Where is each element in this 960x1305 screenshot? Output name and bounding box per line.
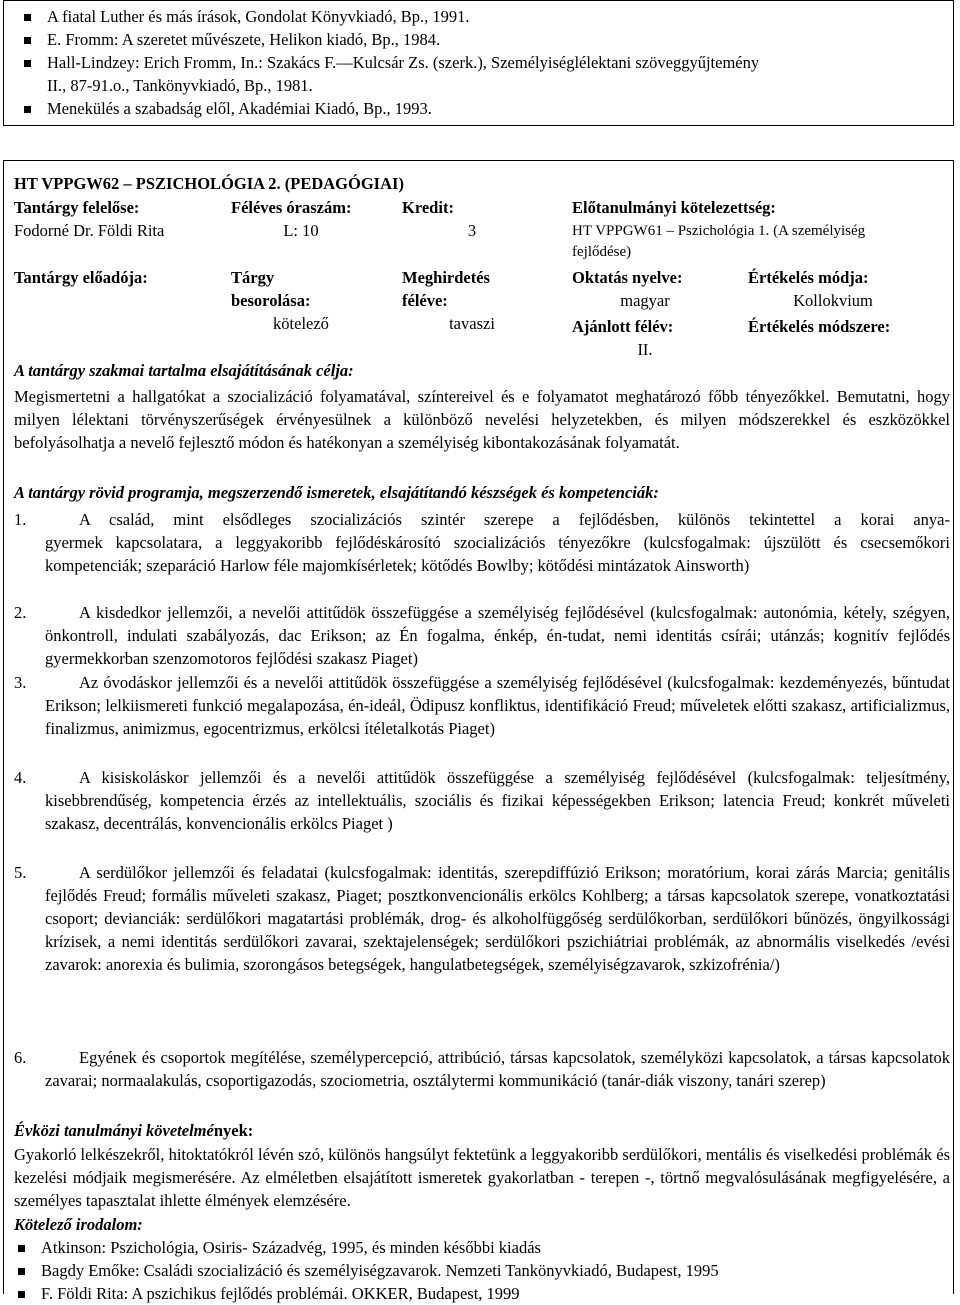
course-description-box bbox=[3, 160, 954, 1303]
program-item: 4. A kisiskoláskor jellemzői és a nevelői attitűdök összefüggése a személyiség fejlődésével (kulcsfogalmak: teljesítmény, kisebbrendűség, kompetencia érzés az intellektuális, szociális és fizikai képességekben Erikson; latencia Freud; konkrét műveleti szakasz, decentrálás, konvencionális erkölcs Piaget ) bbox=[14, 768, 950, 833]
bullet-square-icon bbox=[24, 14, 31, 21]
oraszam-value: L: 10 bbox=[283, 221, 319, 240]
bullet-square-icon bbox=[18, 1245, 25, 1252]
list-item: Bagdy Emőke: Családi szocializáció és személyiségzavarok. Nemzeti Tankönyvkiadó, Budapest, 1995 bbox=[18, 1260, 719, 1282]
list-item: A fiatal Luther és más írások, Gondolat Könyvkiadó, Bp., 1991. bbox=[24, 6, 470, 28]
besorolas-label: Tárgy bbox=[231, 268, 275, 287]
ertekeles-value: Kollokvium bbox=[793, 291, 873, 310]
program-item: 5. A serdülőkor jellemzői és feladatai (kulcsfogalmak: identitás, szerepdiffúzió Erikson; moratórium, korai zárás Marcia; genitális fejlődés Freud; formális műveleti szakasz, Piaget; posztkonvencionális erkölcs Kohlberg; a társas kapcsolatok szerepe, vonatkoztatási csoport; devianciák: serdülőkori magatartási problémák, drog- és alkoholfüggőség serdülőkorban, serdülőkori bűnözés, öngyilkossági krízisek, a nemi identitás serdülőkori zavarai, szektajelenségek; serdülőkori pszichiátriai problémák, az abnormális viselkedés /evési zavarok: anorexia és bulimia, szorongásos betegségek, hangulatbetegségek, személyiségzavarok, szkizofrénia/) bbox=[14, 863, 950, 974]
list-item-continuation: II., 87-91.o., Tankönyvkiadó, Bp., 1981. bbox=[47, 76, 313, 95]
program-item-text: Egyének és csoportok megítélése, személypercepció, attribúció, társas kapcsolatok, személyközi kapcsolatok, a társas kapcsolatok zavarai; normaalakulás, csoportigazodás, szociometria, osztálytermi kommunikáció (tanár-diák viszony, tanári szerep) bbox=[45, 1048, 950, 1090]
list-item: F. Földi Rita: A pszichikus fejlődés problémái. OKKER, Budapest, 1999 bbox=[18, 1283, 520, 1305]
kovetelmeny-text: Gyakorló lelkészekről, hitoktatókról lévén szó, különös hangsúlyt fektetünk a leggyakoribb serdülőkori, mentális és viselkedési problémák és kezelési módjaik megismerésére. Az elméletben elsajátított ismeretek gyakorlatban - terepen -, törtnő megvalósulásának megfigyelésére, a személyes tapasztalat ihlette élmények elemzésére. bbox=[14, 1145, 950, 1210]
besorolas-label-cont: besorolása: bbox=[231, 291, 311, 310]
nyelv-value: magyar bbox=[620, 291, 670, 310]
bullet-square-icon bbox=[18, 1268, 25, 1275]
program-item: 2. A kisdedkor jellemzői, a nevelői attitűdök összefüggése a személyiség fejlődésével (kulcsfogalmak: autonómia, kétely, szégyen, önkontroll, indulati szabályozás, dac Erikson; az Én fogalma, énkép, én-tudat, nemi identitás csírái; utánzás; kognitív fejlődés gyermekkorban szenzomotoros fejlődési szakasz Piaget) bbox=[14, 603, 950, 668]
program-item-text: A kisiskoláskor jellemzői és a nevelői attitűdök összefüggése a személyiség fejlődésével (kulcsfogalmak: teljesítmény, kisebbrendűség, kompetencia érzés az intellektuális, szociális és fizikai képességekben Erikson; latencia Freud; konkrét műveleti szakasz, decentrálás, konvencionális erkölcs Piaget ) bbox=[45, 768, 950, 833]
program-item: 6. Egyének és csoportok megítélése, személypercepció, attribúció, társas kapcsolatok, személyközi kapcsolatok, a társas kapcsolatok zavarai; normaalakulás, csoportigazodás, szociometria, osztálytermi kommunikáció (tanár-diák viszony, tanári szerep) bbox=[14, 1048, 950, 1090]
program-item-text: gyermek kapcsolatara, a leggyakoribb fejlődéskárosító szocializációs tényezőkre (kulcsfogalmak: újszülött és csecsemőkori kompetenciák; szeparáció Harlow féle majomkísérletek; kötődés Bowlby; kötődési mintázatok Ainsworth) bbox=[45, 533, 950, 575]
ajanlott-value: II. bbox=[637, 340, 653, 359]
program-item-text: A kisdedkor jellemzői, a nevelői attitűdök összefüggése a személyiség fejlődésével (kulcsfogalmak: autonómia, kétely, szégyen, önkontroll, indulati szabályozás, dac Erikson; az Én fogalma, énkép, én-tudat, nemi identitás csírái; utánzás; kognitív fejlődés gyermekkorban szenzomotoros fejlődési szakasz Piaget) bbox=[45, 603, 950, 668]
felelos-value: Fodorné Dr. Földi Rita bbox=[14, 221, 165, 240]
kovetelmeny-heading: Évközi tanulmányi követelmények: bbox=[14, 1121, 254, 1140]
meghirdetes-label-cont: féléve: bbox=[402, 291, 448, 310]
bullet-square-icon bbox=[18, 1291, 25, 1298]
elotanulmany-value: HT VPPGW61 – Pszichológia 1. (A személyiség bbox=[572, 223, 866, 239]
course-title: HT VPPGW62 – PSZICHOLÓGIA 2. (PEDAGÓGIAI) bbox=[14, 174, 404, 193]
felelos-label: Tantárgy felelőse: bbox=[14, 198, 140, 217]
nyelv-label: Oktatás nyelve: bbox=[572, 268, 683, 287]
modszer-label: Értékelés módszere: bbox=[748, 317, 891, 336]
besorolas-value: kötelező bbox=[273, 314, 329, 333]
bullet-square-icon bbox=[24, 60, 31, 67]
list-item: Hall-Lindzey: Erich Fromm, In.: Szakács F.—Kulcsár Zs. (szerk.), Személyiséglélektani szöveggyűjtemény bbox=[24, 52, 759, 74]
cel-text: Megismertetni a hallgatókat a szocializáció folyamatával, színtereivel és e folyamatot meghatározó főbb tényezőkkel. Bemutatni, hogy milyen lélektani törvényszerűségek érvényesülnek a különböző nevelési helyzetekben, és milyen módszerekkel és eszközökkel befolyásolhatja a nevelő fejlesztő módon és hatékonyan a személyiség kibontakozásának folyamatát. bbox=[14, 387, 950, 452]
irodalom-heading: Kötelező irodalom: bbox=[14, 1215, 143, 1234]
oraszam-label: Féléves óraszám: bbox=[231, 198, 352, 217]
top-reading-list-box bbox=[3, 0, 954, 126]
program-heading: A tantárgy rövid programja, megszerzendő ismeretek, elsajátítandó készségek és kompetenciák: bbox=[14, 483, 659, 502]
bullet-square-icon bbox=[24, 106, 31, 113]
kredit-value: 3 bbox=[467, 221, 477, 240]
program-item: 1. A család, mint elsődleges szocializációs szintér szerepe a fejlődésben, különös tekintettel a korai anya- gyermek kapcsolatara, a leggyakoribb fejlődéskárosító szocializációs tényezőkre (kulcsfogalmak: újszülött és csecsemőkori kompetenciák; szeparáció Harlow féle majomkísérletek; kötődés Bowlby; kötődési mintázatok Ainsworth) bbox=[14, 510, 950, 575]
elotanulmany-value-cont: fejlődése) bbox=[572, 244, 632, 260]
bullet-square-icon bbox=[24, 37, 31, 44]
program-item: 3. Az óvodáskor jellemzői és a nevelői attitűdök összefüggése a személyiség fejlődésével (kulcsfogalmak: kezdeményezés, bűntudat Erikson; lelkiismereti funkció megalapozása, én-ideál, Ödipusz konfliktus, identifikáció Freud; műveletek előtti szakasz, artificializmus, finalizmus, animizmus, egocentrizmus, erkölcsi ítéletalkotás Piaget) bbox=[14, 673, 950, 738]
list-item: E. Fromm: A szeretet művészete, Helikon kiadó, Bp., 1984. bbox=[24, 29, 440, 51]
meghirdetes-label: Meghirdetés bbox=[402, 268, 490, 287]
meghirdetes-value: tavaszi bbox=[449, 314, 495, 333]
elotanulmany-label: Előtanulmányi kötelezettség: bbox=[572, 198, 776, 217]
eloado-label: Tantárgy előadója: bbox=[14, 268, 148, 287]
cel-heading: A tantárgy szakmai tartalma elsajátításának célja: bbox=[14, 361, 354, 380]
list-item: Menekülés a szabadság elől, Akadémiai Kiadó, Bp., 1993. bbox=[24, 98, 432, 120]
ajanlott-label: Ajánlott félév: bbox=[572, 317, 674, 336]
ertekeles-label: Értékelés módja: bbox=[748, 268, 869, 287]
list-item: Atkinson: Pszichológia, Osiris- Századvég, 1995, és minden későbbi kiadás bbox=[18, 1237, 541, 1259]
program-item-text: A serdülőkor jellemzői és feladatai (kulcsfogalmak: identitás, szerepdiffúzió Erikson; moratórium, korai zárás Marcia; genitális fejlődés Freud; formális műveleti szakasz, Piaget; posztkonvencionális erkölcs Kohlberg; a társas kapcsolatok szerepe, vonatkoztatási csoport; devianciák: serdülőkori magatartási problémák, drog- és alkoholfüggőség serdülőkorban, serdülőkori bűnözés, öngyilkossági krízisek, a nemi identitás serdülőkori zavarai, szektajelenségek; serdülőkori pszichiátriai problémák, az abnormális viselkedés /evési zavarok: anorexia és bulimia, szorongásos betegségek, hangulatbetegségek, személyiségzavarok, szkizofrénia/) bbox=[45, 863, 950, 974]
program-item-text: Az óvodáskor jellemzői és a nevelői attitűdök összefüggése a személyiség fejlődésével (kulcsfogalmak: kezdeményezés, bűntudat Erikson; lelkiismereti funkció megalapozása, én-ideál, Ödipusz konfliktus, identifikáció Freud; műveletek előtti szakasz, artificializmus, finalizmus, animizmus, egocentrizmus, erkölcsi ítéletalkotás Piaget) bbox=[45, 673, 950, 738]
kredit-label: Kredit: bbox=[402, 198, 454, 217]
program-item-first-line: A család, mint elsődleges szocializációs szintér szerepe a fejlődésben, különös tekintettel a korai anya- bbox=[79, 510, 950, 529]
